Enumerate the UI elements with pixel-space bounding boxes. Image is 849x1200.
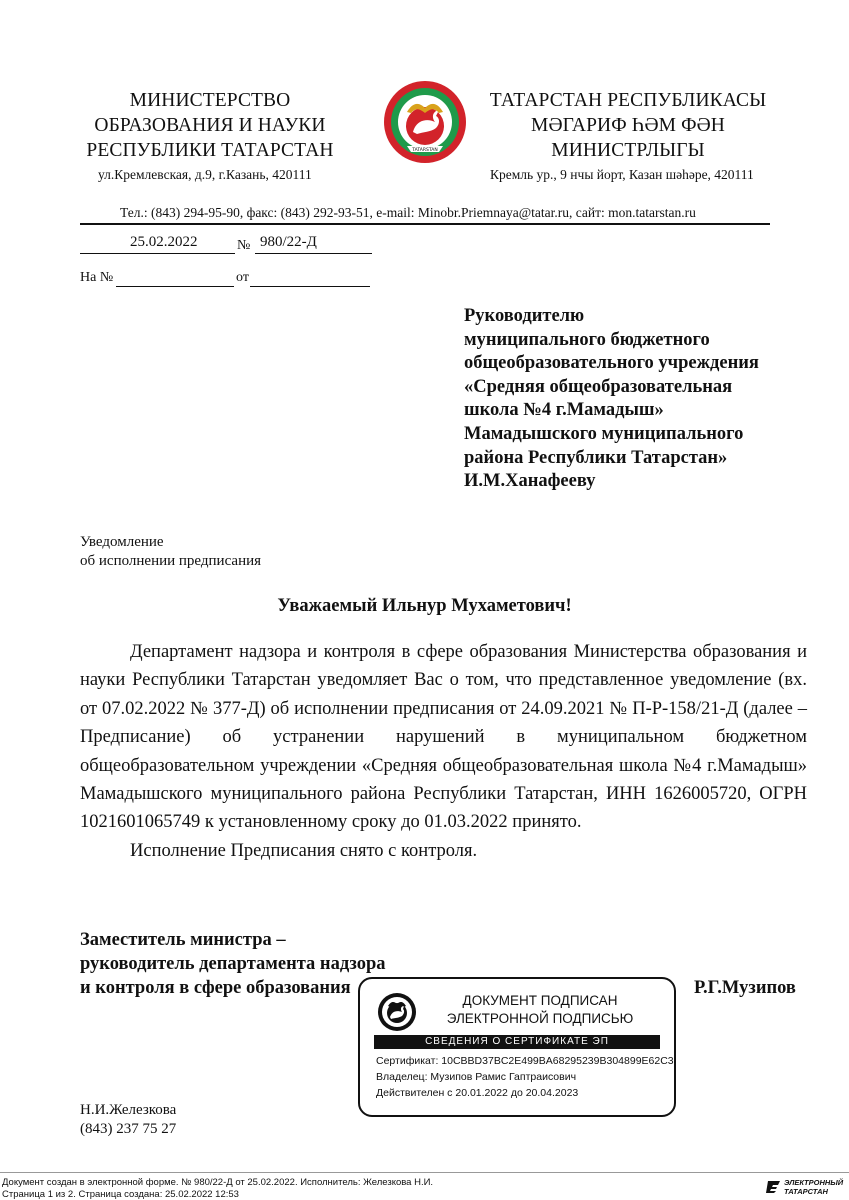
executor-name: Н.И.Железкова: [80, 1102, 177, 1118]
signature-emblem-icon: [377, 992, 417, 1032]
certificate-info-bar: СВЕДЕНИЯ О СЕРТИФИКАТЕ ЭП: [374, 1035, 660, 1049]
registration-date-field: [80, 235, 235, 254]
address-russian: ул.Кремлевская, д.9, г.Казань, 420111: [98, 167, 312, 182]
registration-date: 25.02.2022: [130, 234, 198, 250]
body-paragraph: Департамент надзора и контроля в сфере образования Министерства образования и науки Республики Татарстан уведомляет Вас о том, что представленное уведомление (вх. от 07.02.2022 № 377-Д) об исполнении предписания от 24.09.2021 № П-Р-158/21-Д (далее – Предписание) об устранении нарушений в муниципальном бюджетном общеобразовательном учреждении «Средняя общеобразовательная школа №4 г.Мамадыш» Мамадышского муниципального района Республики Татарстан, ИНН 1626005720, ОГРН 1021601065749 к установленному сроку до 01.03.2022 принято.: [80, 642, 807, 833]
electronic-signature-stamp: [358, 977, 676, 1117]
tatarstan-emblem-icon: [383, 80, 467, 164]
footer-divider: [0, 1172, 849, 1173]
stamp-title: ДОКУМЕНТ ПОДПИСАН ЭЛЕКТРОННОЙ ПОДПИСЬЮ: [446, 993, 634, 1026]
header-divider: [80, 223, 770, 225]
certificate-number: Сертификат: 10CBBD37BC2E499BA68295239B304899E62C3: [376, 1055, 674, 1067]
contact-line: Тел.: (843) 294-95-90, факс: (843) 292-93-51, e-mail: Minobr.Priemnaya@tatar.ru, сайт: mon.tatarstan.ru: [120, 205, 696, 220]
document-subject: Уведомление об исполнении предписания: [80, 534, 262, 569]
registration-number-label: №: [237, 238, 251, 253]
recipient-block: Руководителю муниципального бюджетного общеобразовательного учреждения «Средняя общеобразовательная школа №4 г.Мамадыш» Мамадышского муниципального района Республики Татарстан» И.М.Ханафееву: [464, 306, 759, 492]
electronic-tatarstan-icon: [766, 1180, 782, 1194]
reply-to-label: На №: [80, 270, 114, 285]
registration-number-field: [255, 235, 372, 254]
executor-phone: (843) 237 75 27: [80, 1121, 177, 1137]
svg-text:TATARSTAN: TATARSTAN: [412, 148, 438, 153]
ministry-name-tatar: ТАТАРСТАН РЕСПУБЛИКАСЫ МӘГАРИФ ҺӘМ ФӘН МИНИСТРЛЫГЫ: [489, 90, 767, 161]
brand-text: ЭЛЕКТРОННЫЙ ТАТАРСТАН: [784, 1178, 844, 1196]
reply-to-field: [116, 272, 234, 287]
certificate-owner: Владелец: Музипов Рамис Гаптраисович: [376, 1071, 577, 1083]
reply-from-label: от: [236, 270, 249, 285]
certificate-validity: Действителен с 20.01.2022 до 20.04.2023: [376, 1087, 579, 1099]
body-paragraph: Исполнение Предписания снято с контроля.: [130, 840, 478, 861]
letter-body: [80, 638, 807, 865]
ministry-name-russian: МИНИСТЕРСТВО ОБРАЗОВАНИЯ И НАУКИ РЕСПУБЛИКИ ТАТАРСТАН: [86, 90, 334, 161]
signer-position: Заместитель министра – руководитель департамента надзора и контроля в сфере образования: [80, 930, 386, 998]
electronic-tatarstan-logo: [766, 1178, 846, 1196]
registration-number: 980/22-Д: [260, 234, 317, 250]
address-tatar: Кремль ур., 9 нчы йорт, Казан шәһәре, 420111: [490, 167, 754, 182]
signer-name: Р.Г.Музипов: [694, 978, 796, 998]
reply-from-field: [250, 272, 370, 287]
greeting: Уважаемый Ильнур Мухаметович!: [277, 596, 572, 616]
footer-info: Документ создан в электронной форме. № 980/22-Д от 25.02.2022. Исполнитель: Железкова Н.И. Страница 1 из 2. Страница создана: 25.02.2022 12:53: [2, 1177, 434, 1200]
